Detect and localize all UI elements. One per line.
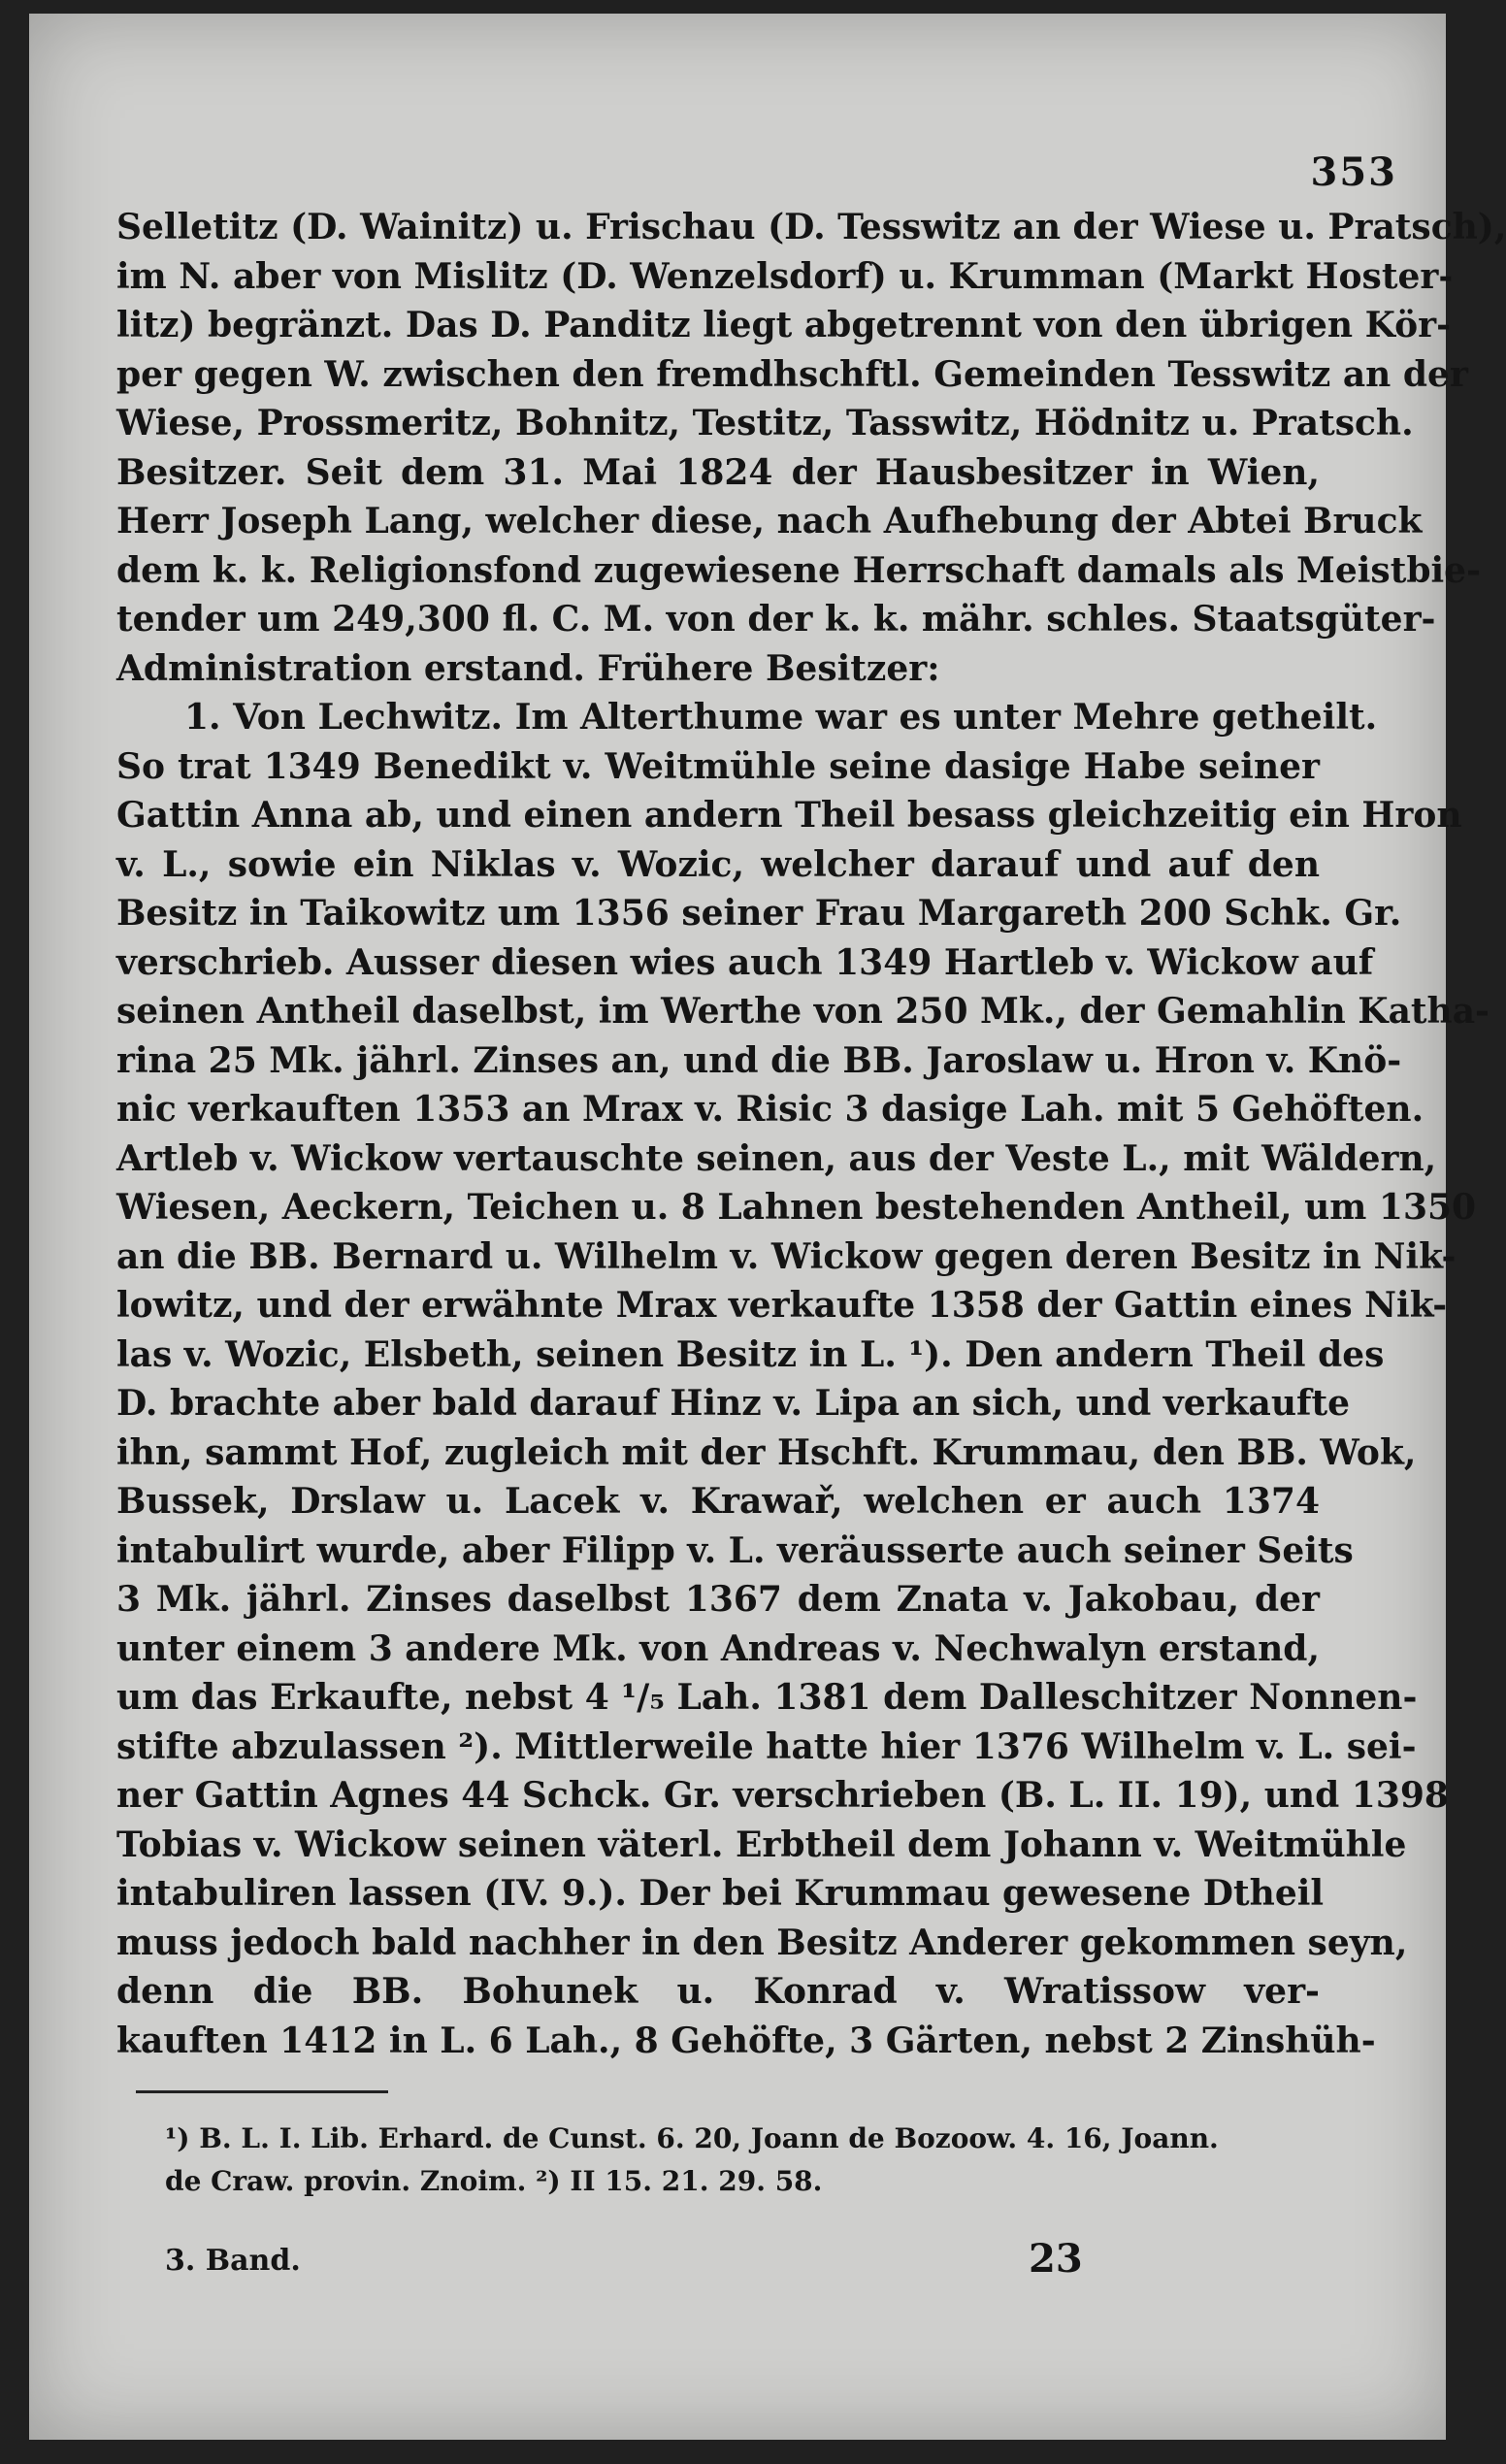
text-line: rina 25 Mk. jährl. Zinses an, und die BB. Jaroslaw u. Hron v. Knö- bbox=[116, 1039, 1402, 1081]
text-line: Artleb v. Wickow vertauschte seinen, aus der Veste L., mit Wäldern, bbox=[116, 1137, 1437, 1179]
text-line: unter einem 3 andere Mk. von Andreas v. Nechwalyn erstand, bbox=[116, 1627, 1320, 1669]
text-line: an die BB. Bernard u. Wilhelm v. Wickow gegen deren Besitz in Nik- bbox=[116, 1235, 1457, 1277]
text-line: lowitz, und der erwähnte Mrax verkaufte 1358 der Gattin eines Nik- bbox=[116, 1285, 1448, 1326]
text-line: las v. Wozic, Elsbeth, seinen Besitz in L. ¹). Den andern Theil des bbox=[116, 1333, 1385, 1375]
text-line: um das Erkaufte, nebst 4 ¹/₅ Lah. 1381 dem Dalleschitzer Nonnen- bbox=[116, 1677, 1418, 1718]
text-line: litz) begränzt. Das D. Panditz liegt abgetrennt von den übrigen Kör- bbox=[116, 305, 1452, 345]
text-line: ihn, sammt Hof, zugleich mit der Hschft. Krummau, den BB. Wok, bbox=[116, 1431, 1417, 1473]
text-line: denn die BB. Bohunek u. Konrad v. Wratissow ver- bbox=[116, 1971, 1320, 2012]
text-line: per gegen W. zwischen den fremdhschftl. Gemeinden Tesswitz an der bbox=[116, 353, 1468, 395]
footnote-line: ¹) B. L. I. Lib. Erhard. de Cunst. 6. 20, Joann de Bozoow. 4. 16, Joann. bbox=[165, 2122, 1219, 2154]
text-line: 1. Von Lechwitz. Im Alterthume war es unter Mehre getheilt. bbox=[184, 697, 1378, 738]
text-line: 3 Mk. jährl. Zinses daselbst 1367 dem Znata v. Jakobau, der bbox=[116, 1579, 1320, 1620]
footnote-line: de Craw. provin. Znoim. ²) II 15. 21. 29. 58. bbox=[165, 2165, 823, 2197]
text-line: ner Gattin Agnes 44 Schck. Gr. verschrieben (B. L. II. 19), und 1398 bbox=[116, 1775, 1449, 1816]
footnote-rule bbox=[136, 2090, 388, 2093]
text-line: seinen Antheil daselbst, im Werthe von 250 Mk., der Gemahlin Katha- bbox=[116, 991, 1490, 1032]
text-line: Wiesen, Aeckern, Teichen u. 8 Lahnen bestehenden Antheil, um 1350 bbox=[116, 1187, 1477, 1228]
volume-signature: 3. Band. bbox=[165, 2244, 301, 2278]
text-line: stifte abzulassen ²). Mittlerweile hatte hier 1376 Wilhelm v. L. sei- bbox=[116, 1725, 1417, 1767]
footnotes bbox=[165, 2118, 1329, 2203]
text-line: muss jedoch bald nachher in den Besitz Anderer gekommen seyn, bbox=[116, 1922, 1408, 1963]
text-line: intabulirt wurde, aber Filipp v. L. veräusserte auch seiner Seits bbox=[116, 1529, 1354, 1571]
text-line: verschrieb. Ausser diesen wies auch 1349 Hartleb v. Wickow auf bbox=[116, 941, 1374, 983]
text-line: tender um 249,300 fl. C. M. von der k. k. mähr. schles. Staatsgüter- bbox=[116, 599, 1436, 640]
text-line: Administration erstand. Frühere Besitzer: bbox=[116, 647, 940, 689]
text-line: So trat 1349 Benedikt v. Weitmühle seine dasige Habe seiner bbox=[116, 745, 1320, 787]
text-line: Bussek, Drslaw u. Lacek v. Krawař, welchen er auch 1374 bbox=[116, 1481, 1320, 1522]
sheet-number: 23 bbox=[1029, 2236, 1083, 2282]
text-line: kauften 1412 in L. 6 Lah., 8 Gehöfte, 3 Gärten, nebst 2 Zinshüh- bbox=[116, 2020, 1376, 2061]
text-line: Wiese, Prossmeritz, Bohnitz, Testitz, Tasswitz, Hödnitz u. Pratsch. bbox=[116, 403, 1414, 444]
book-page bbox=[29, 14, 1506, 2440]
text-line: dem k. k. Religionsfond zugewiesene Herrschaft damals als Meistbie- bbox=[116, 549, 1482, 591]
text-line: v. L., sowie ein Niklas v. Wozic, welcher darauf und auf den bbox=[116, 843, 1320, 885]
text-line: Herr Joseph Lang, welcher diese, nach Aufhebung der Abtei Bruck bbox=[116, 501, 1423, 542]
text-line: im N. aber von Mislitz (D. Wenzelsdorf) u. Krumman (Markt Hoster- bbox=[116, 255, 1454, 297]
section-heading-line: Besitzer. Seit dem 31. Mai 1824 der Hausbesitzer in Wien, bbox=[116, 451, 1320, 493]
page-number: 353 bbox=[1310, 149, 1397, 195]
text-line: Besitz in Taikowitz um 1356 seiner Frau Margareth 200 Schk. Gr. bbox=[116, 893, 1402, 934]
text-line: intabuliren lassen (IV. 9.). Der bei Krummau gewesene Dtheil bbox=[116, 1873, 1325, 1914]
text-line: Tobias v. Wickow seinen väterl. Erbtheil dem Johann v. Weitmühle bbox=[116, 1823, 1407, 1865]
text-line: nic verkauften 1353 an Mrax v. Risic 3 dasige Lah. mit 5 Gehöften. bbox=[116, 1089, 1424, 1130]
text-line: Gattin Anna ab, und einen andern Theil besass gleichzeitig ein Hron bbox=[116, 795, 1462, 836]
text-line: Selletitz (D. Wainitz) u. Frischau (D. Tesswitz an der Wiese u. Pratsch), bbox=[116, 207, 1506, 247]
text-line: D. brachte aber bald darauf Hinz v. Lipa an sich, und verkaufte bbox=[116, 1383, 1351, 1424]
body-text bbox=[116, 203, 1506, 2065]
